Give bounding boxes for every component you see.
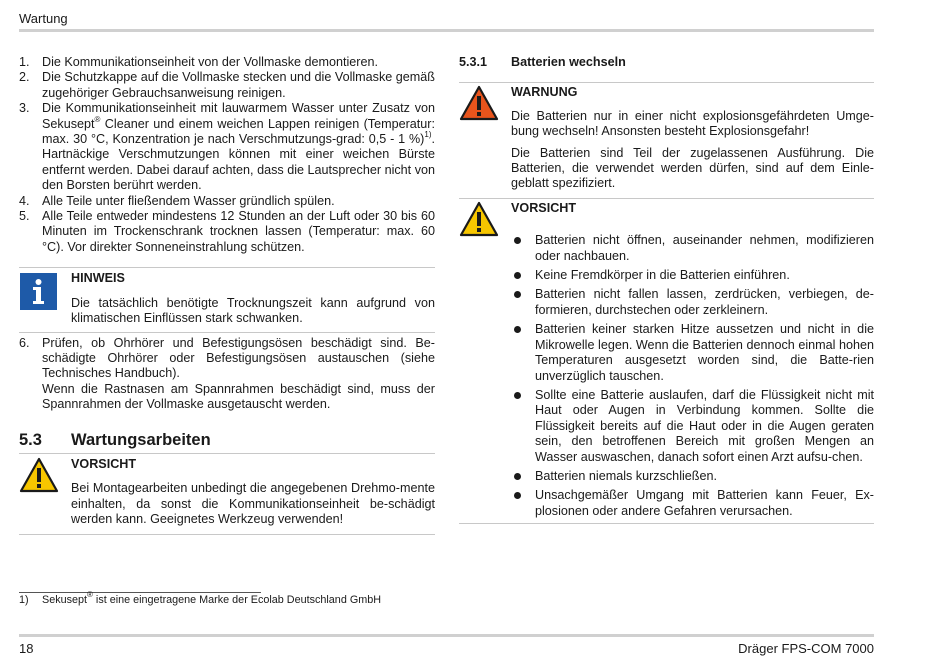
list-item: Unsachgemäßer Umgang mit Batterien kann Feuer, Ex-plosionen oder andere Gefahren verursachen. — [511, 488, 874, 519]
list-item: Batterien nicht öffnen, auseinander nehmen, modifizieren oder nachbauen. — [511, 233, 874, 264]
footnote: 1) Sekusept® ist eine eingetragene Marke der Ecolab Deutschland GmbH — [19, 590, 382, 606]
hinweis-box — [19, 268, 435, 326]
cleaning-steps — [19, 55, 435, 255]
list-item: Sollte eine Batterie auslaufen, darf die Flüssigkeit nicht mit Haut oder Augen in Verbindung kommen. Sollte die Flüssigkeit bereits auf die Haut oder in die Augen geraten sein, den betroffenen Bereich mit großen Mengen an Wasser auswaschen, danach sofort einen Arzt aufsu-chen. — [511, 388, 874, 465]
list-item: 3. Die Kommunikationseinheit mit lauwarmem Wasser unter Zusatz von Sekusept® Cleaner und einem weichen Lappen reinigen (Temperatur: max. 30 °C, Konzentration je nach Verschmutzungs-grad: 0,5 - 1 %)$^{1)}$. Hartnäckige Verschmutzungen können mit einer weichen Bürste entfernt werden. Dabei darauf achten, dass die Lautsprecher nicht von den Borsten berührt werden. — [19, 101, 435, 193]
list-item: Keine Fremdkörper in die Batterien einführen. — [511, 268, 874, 283]
section-heading: 5.3 Wartungsarbeiten — [19, 430, 211, 449]
warning-triangle-icon — [459, 85, 511, 191]
list-item: 4. Alle Teile unter fließendem Wasser gründlich spülen. — [19, 193, 335, 208]
footnote-divider — [19, 592, 261, 593]
list-item: 1. Die Kommunikationseinheit von der Vollmaske demontieren. — [19, 55, 379, 69]
warnung-title: WARNUNG — [511, 85, 578, 100]
warnung-text-2: Die Batterien sind Teil der zugelassenen Ausführung. Die Batterien, die verwendet werden dürfen, sind auf dem Einle-geblatt spezifiziert. — [511, 145, 874, 191]
vorsicht-battery-title: VORSICHT — [511, 200, 577, 215]
warnung-text: Die Batterien nur in einer nicht explosionsgefährdeten Umge-bung wechseln! Ansonsten besteht Explosionsgefahr! — [511, 108, 874, 139]
list-item: Batterien niemals kurzschließen. — [511, 469, 874, 484]
hinweis-text: Die tatsächlich benötigte Trocknungszeit kann aufgrund von klimatischen Einflüssen stark schwanken. — [71, 295, 435, 326]
warnung-box — [459, 83, 874, 191]
hinweis-title: HINWEIS — [71, 271, 125, 286]
list-item: Batterien keiner starken Hitze aussetzen und nicht in die Mikrowelle legen. Wenn die Batterien dennoch einmal hohen Temperaturen ausgesetzt worden sind, die Batte-rien unverzüglich tauschen. — [511, 322, 874, 384]
subsection-heading: 5.3.1 Batterien wechseln — [459, 55, 626, 69]
info-icon — [19, 271, 71, 326]
divider — [19, 332, 435, 333]
right-column — [459, 55, 874, 524]
list-item: 5. Alle Teile entweder mindestens 12 Stunden an der Luft oder 30 bis 60 Minuten im Trockenschrank trocknen lassen (Temperatur: max. 60 °C). Vor direkter Sonneneinstrahlung schützen. — [19, 209, 435, 254]
vorsicht-text: Bei Montagearbeiten unbedingt die angegebenen Drehmo-mente einhalten, da sonst die Kommunikationseinheit be-schädigt werden kann. Geeignetes Werkzeug verwenden! — [71, 481, 435, 527]
battery-caution-list — [511, 233, 874, 519]
left-column — [19, 55, 435, 535]
vorsicht-title: VORSICHT — [71, 456, 137, 471]
inspection-steps — [19, 336, 435, 413]
list-item: Batterien nicht fallen lassen, zerdrücken, verbiegen, de-formieren, durchstechen oder zerkleinern. — [511, 287, 874, 318]
page-number: 18 — [19, 641, 34, 656]
footer-divider — [19, 634, 874, 637]
header-divider — [19, 29, 874, 32]
product-name: Dräger FPS-COM 7000 — [738, 641, 874, 656]
running-header: Wartung — [19, 11, 68, 26]
list-item: 2. Die Schutzkappe auf die Vollmaske stecken und die Vollmaske gemäß zugehöriger Gebrauchsanweisung reinigen. — [19, 70, 435, 100]
warning-triangle-icon — [19, 457, 71, 528]
warning-triangle-icon — [459, 201, 511, 241]
divider — [459, 523, 874, 524]
list-item: 6. Prüfen, ob Ohrhörer und Befestigungsösen beschädigt sind. Be-schädigte Ohrhörer oder Befestigungsösen austauschen (siehe Technisches Handbuch). Wenn die Rastnasen am Spannrahmen beschädigt sind, muss der Spannrahmen der Vollmaske ausgetauscht werden. — [19, 335, 435, 412]
divider — [19, 534, 435, 535]
vorsicht-box — [19, 454, 435, 528]
